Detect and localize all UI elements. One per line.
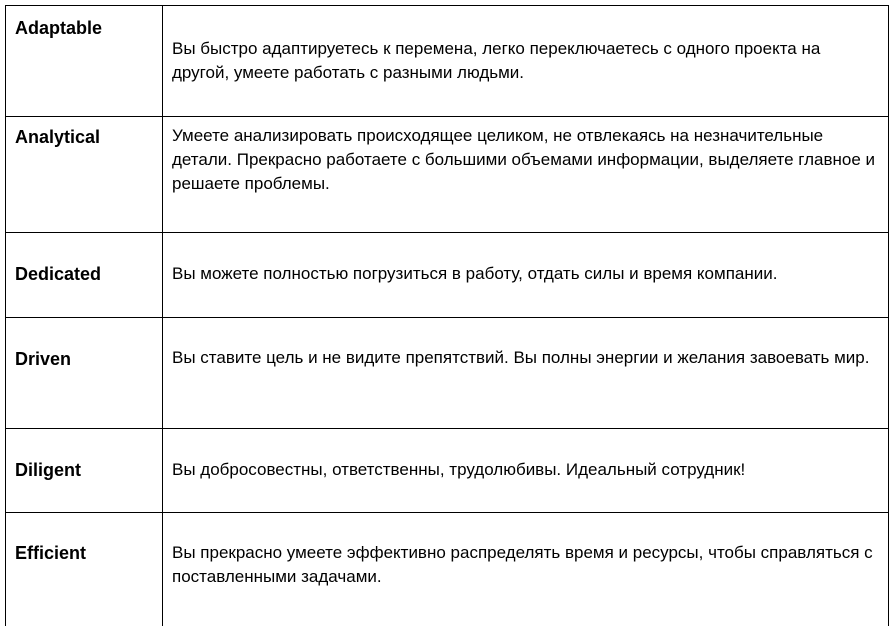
table-row [6,6,888,117]
table-row [6,233,888,318]
description-text: Вы прекрасно умеете эффективно распределять время и ресурсы, чтобы справляться с поставленными задачами. [172,543,873,586]
term-label: Diligent [15,460,81,480]
description-text: Вы ставите цель и не видите препятствий. Вы полны энергии и желания завоевать мир. [172,348,870,367]
description-text: Вы можете полностью погрузиться в работу, отдать силы и время компании. [172,264,778,283]
term-label: Dedicated [15,264,102,284]
term-cell [6,318,163,428]
table-row [6,513,888,626]
table-row [6,318,888,429]
table-row [6,117,888,233]
description-text: Вы быстро адаптируетесь к перемена, легко переключаетесь с одного проекта на другой, умеете работать с разными людьми. [172,39,821,82]
term-cell [6,513,163,626]
term-label: Driven [15,349,72,369]
qualities-table [5,5,889,626]
term-label: Analytical [15,127,101,147]
description-text: Умеете анализировать происходящее целиком, не отвлекаясь на незначительные детали. Прекрасно работаете с большими объемами информации, выделяете главное и решаете проблемы. [172,126,876,193]
table-row [6,429,888,513]
description-text: Вы добросовестны, ответственны, трудолюбивы. Идеальный сотрудник! [172,460,746,479]
term-label: Adaptable [15,18,103,38]
term-label: Efficient [15,543,87,563]
